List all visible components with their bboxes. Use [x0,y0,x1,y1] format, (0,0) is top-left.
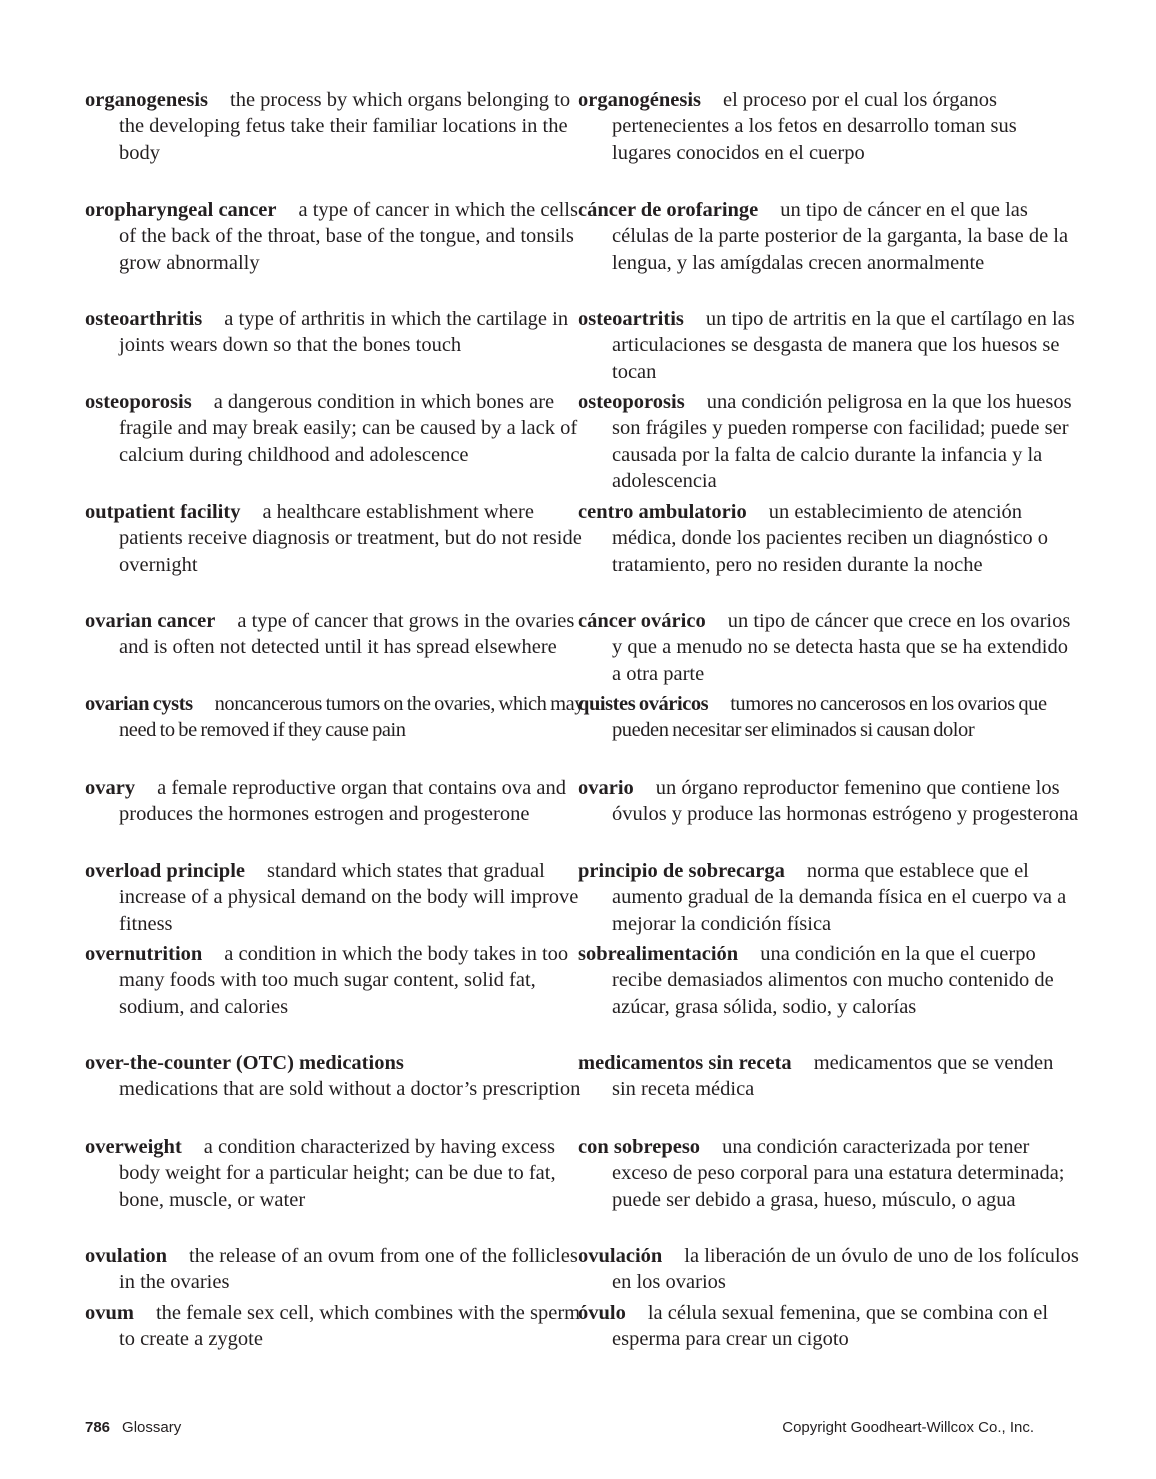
glossary-definition: un tipo de cáncer en el que las células de la parte posterior de la garganta, la base de la lengua, y las amígdalas crecen anormalmente [612,199,1069,274]
glossary-definition: un tipo de artritis en la que el cartílago en las articulaciones se desgasta de manera que los huesos se tocan [612,308,1075,383]
glossary-definition: a type of cancer in which the cells of the back of the throat, base of the tongue, and tonsils grow abnormally [119,199,578,274]
glossary-definition: un establecimiento de atención médica, donde los pacientes reciben un diagnóstico o tratamiento, pero no residen durante la noche [612,501,1049,576]
glossary-term: overnutrition [85,943,203,965]
glossary-entry-es [578,499,1080,578]
glossary-entry-en [85,1134,589,1213]
page-footer-left [85,1418,181,1438]
glossary-entry-es [578,389,1080,494]
glossary-term: cáncer ovárico [578,610,706,632]
glossary-entry-es [578,858,1080,937]
glossary-term: sobrealimentación [578,943,739,965]
glossary-definition: medications that are sold without a doctor’s prescription [119,1078,581,1101]
glossary-definition: a type of arthritis in which the cartilage in joints wears down so that the bones touch [119,308,569,357]
glossary-definition: una condición caracterizada por tener exceso de peso corporal para una estatura determinada; puede ser debido a grasa, hueso, músculo, o agua [612,1136,1065,1211]
glossary-entry-es [578,775,1080,828]
glossary-entry-es [578,691,1080,744]
glossary-term: centro ambulatorio [578,501,747,523]
glossary-definition: a healthcare establishment where patients receive diagnosis or treatment, but do not reside overnight [119,501,582,576]
glossary-definition: tumores no cancerosos en los ovarios que pueden necesitar ser eliminados si causan dolor [612,693,1047,742]
glossary-term: osteoarthritis [85,308,203,330]
glossary-entry-es [578,1134,1080,1213]
glossary-definition: una condición en la que el cuerpo recibe demasiados alimentos con mucho contenido de azúcar, grasa sólida, sodio, y calorías [612,943,1054,1018]
glossary-definition: a condition characterized by having excess body weight for a particular height; can be due to fat, bone, muscle, or water [119,1136,556,1211]
glossary-term: organogénesis [578,89,701,111]
glossary-definition: un órgano reproductor femenino que contiene los óvulos y produce las hormonas estrógeno y progesterona [612,777,1079,826]
glossary-entry-en [85,1050,589,1103]
glossary-entry-es [578,306,1080,385]
glossary-entry-en [85,858,589,937]
glossary-definition: norma que establece que el aumento gradual de la demanda física en el cuerpo va a mejorar la condición física [612,860,1067,935]
glossary-entry-en [85,197,589,276]
glossary-term: organogenesis [85,89,208,111]
glossary-definition: una condición peligrosa en la que los huesos son frágiles y pueden romperse con facilidad; puede ser causada por la falta de calcio durante la infancia y la adolescencia [612,391,1072,492]
glossary-entry-es [578,941,1080,1020]
glossary-definition: la célula sexual femenina, que se combina con el esperma para crear un cigoto [612,1302,1049,1351]
glossary-term: ovarian cancer [85,610,216,632]
glossary-term: ovary [85,777,136,799]
glossary-term: ovum [85,1302,134,1324]
glossary-definition: a female reproductive organ that contains ova and produces the hormones estrogen and progesterone [119,777,566,826]
glossary-term: oropharyngeal cancer [85,199,277,221]
section-name: Glossary [122,1419,182,1436]
glossary-term: cáncer de orofaringe [578,199,759,221]
glossary-entry-en [85,87,589,166]
glossary-entry-en [85,608,589,661]
glossary-entry-es [578,1300,1080,1353]
glossary-definition: un tipo de cáncer que crece en los ovarios y que a menudo no se detecta hasta que se ha extendido a otra parte [612,610,1071,685]
glossary-entry-en [85,389,589,468]
glossary-entry-en [85,691,589,744]
glossary-entry-es [578,87,1080,166]
glossary-definition: the female sex cell, which combines with the sperm to create a zygote [119,1302,581,1351]
glossary-term: principio de sobrecarga [578,860,785,882]
glossary-term: ovulation [85,1245,168,1267]
glossary-term: ovarian cysts [85,693,193,715]
glossary-term: osteoartritis [578,308,684,330]
glossary-term: con sobrepeso [578,1136,701,1158]
glossary-term: overweight [85,1136,182,1158]
glossary-definition: a dangerous condition in which bones are fragile and may break easily; can be caused by a lack of calcium during childhood and adolescence [119,391,578,466]
glossary-entry-es [578,1243,1080,1296]
glossary-definition: la liberación de un óvulo de uno de los folículos en los ovarios [612,1245,1079,1294]
glossary-definition: noncancerous tumors on the ovaries, which may need to be removed if they cause pain [119,693,585,742]
glossary-definition: el proceso por el cual los órganos pertenecientes a los fetos en desarrollo toman sus lugares conocidos en el cuerpo [612,89,1017,164]
glossary-definition: medicamentos que se venden sin receta médica [612,1052,1054,1101]
glossary-term: quistes ováricos [578,693,709,715]
glossary-entry-en [85,499,589,578]
glossary-entry-es [578,1050,1080,1103]
glossary-definition: a type of cancer that grows in the ovaries and is often not detected until it has spread elsewhere [119,610,575,659]
glossary-term: medicamentos sin receta [578,1052,792,1074]
glossary-entry-en [85,306,589,359]
glossary-entry-en [85,1300,589,1353]
glossary-definition: the release of an ovum from one of the follicles in the ovaries [119,1245,578,1294]
glossary-entry-es [578,608,1080,687]
glossary-definition: a condition in which the body takes in too many foods with too much sugar content, solid fat, sodium, and calories [119,943,569,1018]
glossary-term: ovulación [578,1245,663,1267]
glossary-term: over-the-counter (OTC) medications [85,1052,404,1074]
glossary-term: overload principle [85,860,246,882]
glossary-term: ovario [578,777,634,799]
copyright-notice: Copyright Goodheart-Willcox Co., Inc. [782,1419,1034,1436]
glossary-term: osteoporosis [578,391,685,413]
glossary-entry-en [85,1243,589,1296]
glossary-entry-es [578,197,1080,276]
glossary-entry-en [85,775,589,828]
glossary-term: óvulo [578,1302,626,1324]
glossary-term: osteoporosis [85,391,192,413]
glossary-entry-en [85,941,589,1020]
glossary-definition: standard which states that gradual increase of a physical demand on the body will improve fitness [119,860,579,935]
page-number: 786 [85,1419,111,1436]
glossary-term: outpatient facility [85,501,241,523]
glossary-definition: the process by which organs belonging to the developing fetus take their familiar locations in the body [119,89,571,164]
